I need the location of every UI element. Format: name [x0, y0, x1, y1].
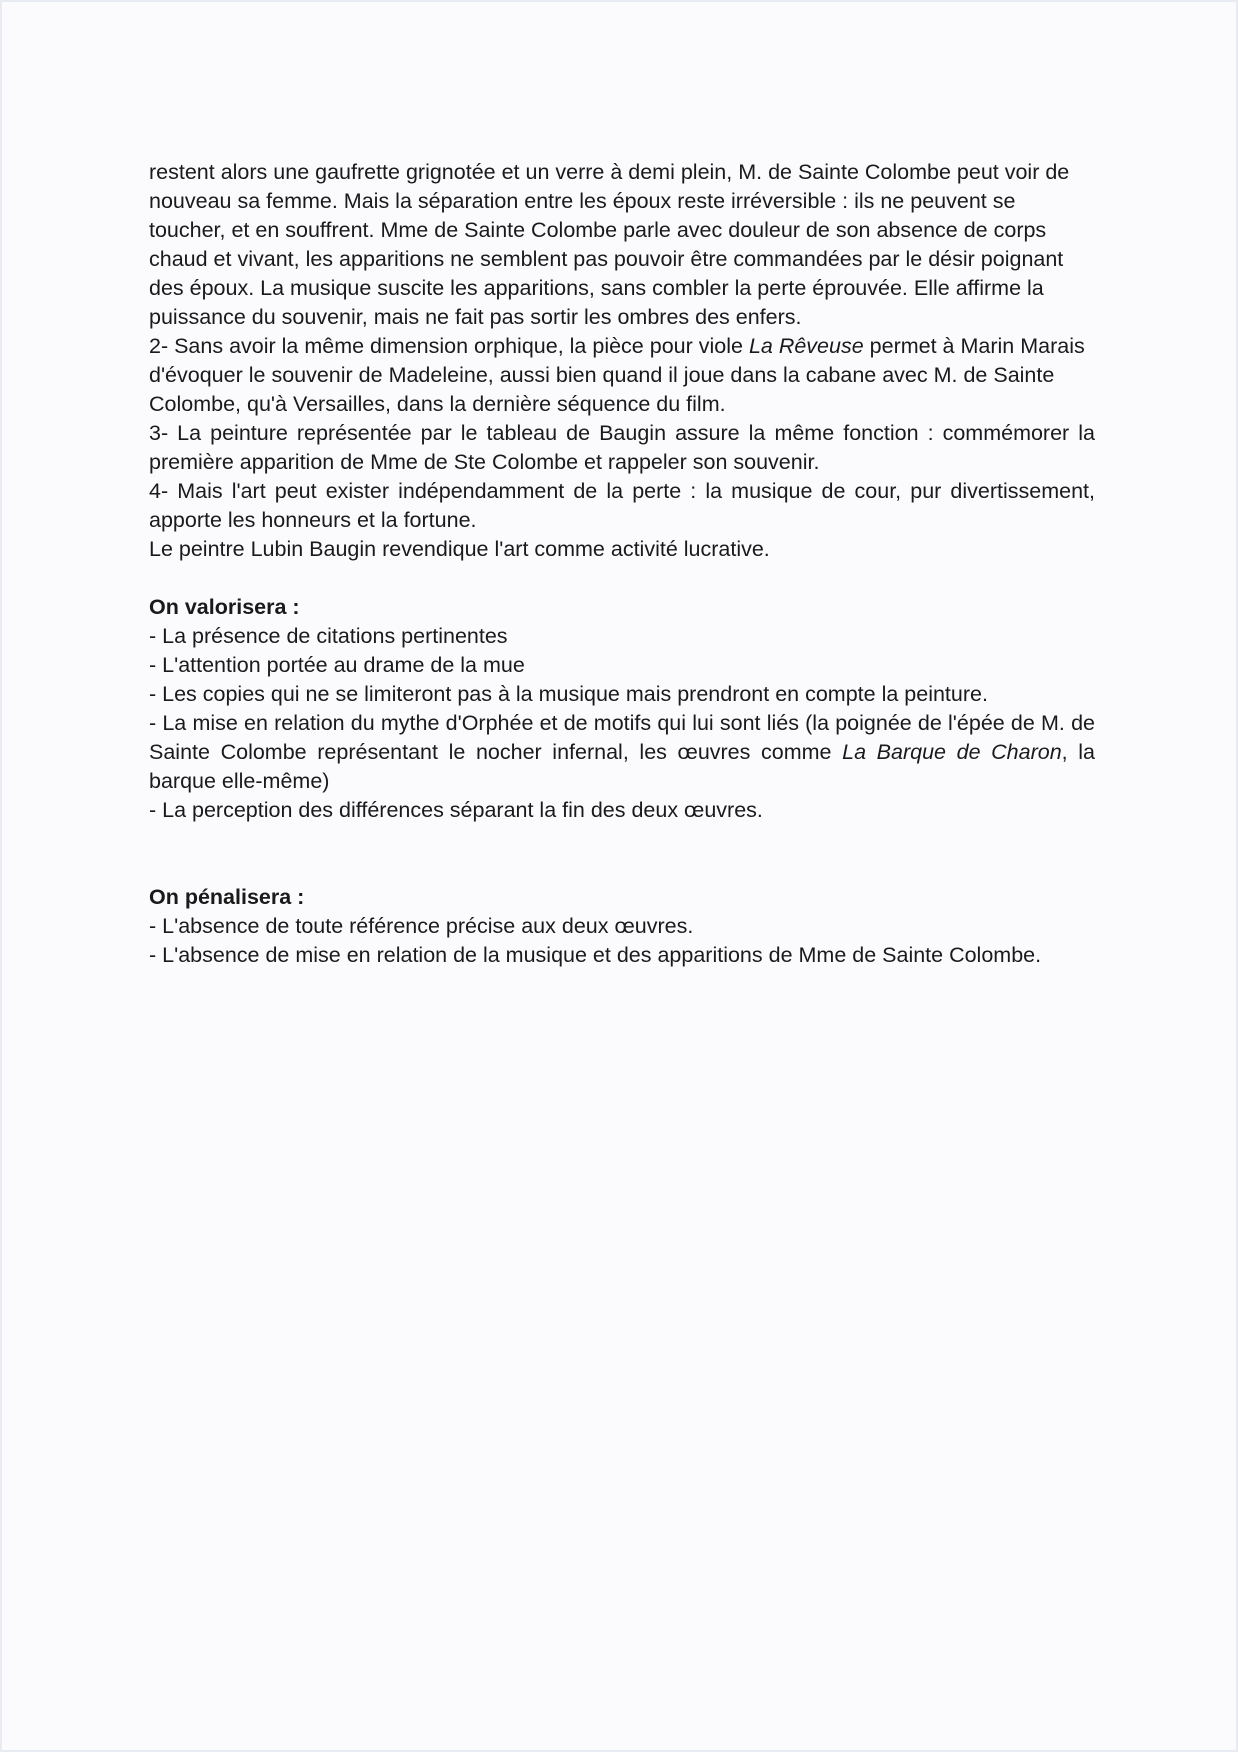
paragraph-point-2 — [149, 332, 1095, 419]
valorisera-item-peinture: - Les copies qui ne se limiteront pas à la musique mais prendront en compte la peinture. — [149, 682, 988, 706]
paragraph-baugin: Le peintre Lubin Baugin revendique l'art comme activité lucrative. — [149, 537, 770, 561]
penalisera-item-reference: - L'absence de toute référence précise aux deux œuvres. — [149, 914, 694, 938]
penalisera-item-relation: - L'absence de mise en relation de la musique et des apparitions de Mme de Sainte Colombe. — [149, 943, 1042, 967]
spacer — [149, 564, 1095, 593]
work-title-barque-de-charon: La Barque de Charon — [842, 740, 1062, 764]
orphee-text-end: , la barque elle-même) — [149, 740, 1096, 793]
heading-penalisera: On pénalisera : — [149, 885, 305, 909]
work-title-la-reveuse: La Rêveuse — [748, 334, 864, 358]
valorisera-item-orphee — [149, 709, 1095, 796]
valorisera-item-differences: - La perception des différences séparant la fin des deux œuvres. — [149, 798, 763, 822]
paragraph-point-4: 4- Mais l'art peut exister indépendamment de la perte : la musique de cour, pur divertissement, apporte les honneurs et la fortune. — [149, 479, 1095, 532]
document-body — [149, 158, 1095, 970]
valorisera-item-mue: - L'attention portée au drame de la mue — [149, 653, 525, 677]
paragraph-point-3: 3- La peinture représentée par le tableau de Baugin assure la même fonction : commémorer la première apparition de Mme de Ste Colombe et rappeler son souvenir. — [149, 421, 1095, 474]
spacer — [149, 825, 1095, 883]
paragraph-apparitions: restent alors une gaufrette grignotée et un verre à demi plein, M. de Sainte Colombe peut voir de nouveau sa femme. Mais la séparation entre les époux reste irréversible : ils ne peuvent se toucher, et en souffrent. Mme de Sainte Colombe parle avec douleur de son absence de corps chaud et vivant, les apparitions ne semblent pas pouvoir être commandées par le désir poignant des époux. La musique suscite les apparitions, sans combler la perte éprouvée. Elle affirme la puissance du souvenir, mais ne fait pas sortir les ombres des enfers. — [149, 160, 1070, 329]
point-2-text-start: 2- Sans avoir la même dimension orphique, la pièce pour viole — [149, 334, 749, 358]
point-2-text-end: permet à Marin Marais d'évoquer le souvenir de Madeleine, aussi bien quand il joue dans la cabane avec M. de Sainte Colombe, qu'à Versailles, dans la dernière séquence du film. — [149, 334, 1085, 416]
heading-valorisera: On valorisera : — [149, 595, 300, 619]
valorisera-item-citations: - La présence de citations pertinentes — [149, 624, 508, 648]
orphee-text-start: - La mise en relation du mythe d'Orphée et de motifs qui lui sont liés (la poignée de l'épée de M. de Sainte Colombe représentant le nocher infernal, les œuvres comme — [149, 711, 1095, 764]
